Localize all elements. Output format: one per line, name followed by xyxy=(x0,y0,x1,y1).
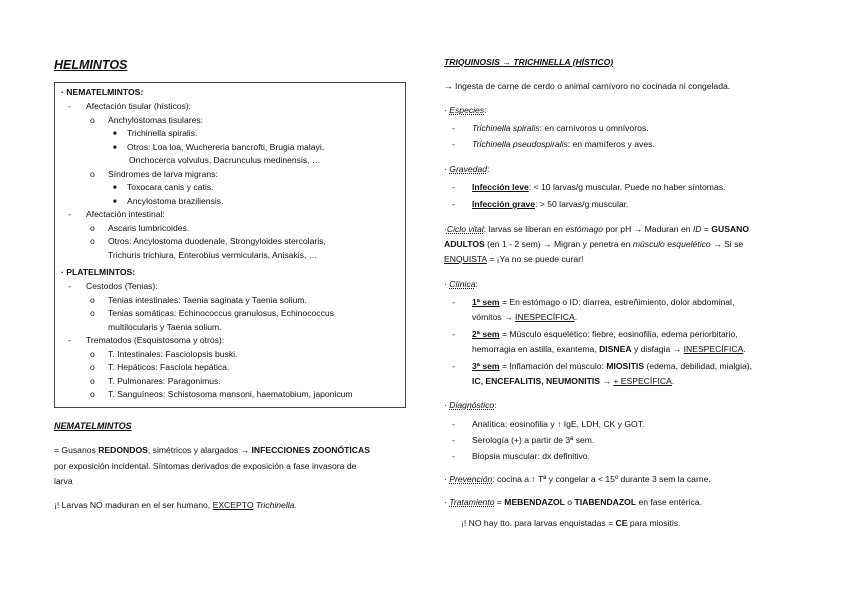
cestodos: - Cestodos (Tenias): xyxy=(68,281,158,291)
infeccion-grave: - Infección grave: > 50 larvas/g muscular. xyxy=(452,199,629,209)
clinica-sem1: - 1ª sem = En estómago o ID: diarrea, estreñimiento, dolor abdominal, xyxy=(452,297,735,307)
trematodos-pulmonares: o T. Pulmonares: Paragonimus. xyxy=(90,376,221,386)
nematelmintos-note: ¡! Larvas NO maduran en el ser humano, EXCEPTO Trichinella. xyxy=(54,500,297,510)
afectacion-intestinal: - Afectación intestinal: xyxy=(68,209,165,219)
trematodos: - Trematodos (Esquistosoma y otros): xyxy=(68,335,225,345)
nematelmintos-definition: = Gusanos REDONDOS, simétricos y alargados → INFECCIONES ZOONÓTICAS xyxy=(54,445,370,455)
clinica-sem2-cont: hemorragia en astilla, exantema, DISNEA y disfagia → INESPECÍFICA. xyxy=(472,344,746,354)
item-toxocara: ■ Toxocara canis y catis. xyxy=(113,182,214,192)
ciclo-vital: ·Ciclo vital: larvas se liberan en estómago por pH → Maduran en ID = GUSANO xyxy=(444,224,750,234)
platelmintos-header: · PLATELMINTOS: xyxy=(61,267,136,277)
trematodos-intestinales: o T. Intestinales: Fasciolopsis buski. xyxy=(90,349,238,359)
item-otros-intestinales-cont: Trichuris trichiura, Enterobius vermicularis, Anisakis, … xyxy=(108,250,318,260)
tratamiento: · Tratamiento = MEBENDAZOL o TIABENDAZOL en fase entérica. xyxy=(444,497,703,507)
tenias-somaticas-cont: multilocularis y Taenia solium. xyxy=(108,322,222,332)
ciclo-vital-2: ADULTOS (en 1 - 2 sem) → Migran y penetra en músculo esquelético → Si se xyxy=(444,239,744,249)
tenias-intestinales: o Tenias intestinales: Taenia saginata y Taenia solium. xyxy=(90,295,307,305)
nematelmintos-definition-3: larva xyxy=(54,476,73,486)
diagnostico-serologia: - Serología (+) a partir de 3ª sem. xyxy=(452,435,595,445)
especie-pseudospiralis: - Trichinella pseudospiralis: en mamíferos y aves. xyxy=(452,139,655,149)
tratamiento-nota: ¡! NO hay tto. para larvas enquistadas = CE para miositis. xyxy=(461,518,681,528)
anchylostomas-tisulares: o Anchylostomas tisulares: xyxy=(90,115,204,125)
sindromes-larva: o Síndromes de larva migrans: xyxy=(90,169,218,179)
item-ancylostoma: ■ Ancylostoma braziliensis. xyxy=(113,196,224,206)
clinica-label: · Clínica: xyxy=(444,279,478,289)
triquinosis-title: TRIQUINOSIS → TRICHINELLA (HÍSTICO) xyxy=(444,57,614,67)
nematelmintos-title: NEMATELMINTOS xyxy=(54,421,132,431)
item-trichinella: ■ Trichinella spiralis. xyxy=(113,128,198,138)
clinica-sem3-cont: IC, ENCEFALITIS, NEUMONITIS → + ESPECÍFICA. xyxy=(472,376,675,386)
diagnostico-analitica: - Analítica: eosinofilia y ↑ IgE, LDH, CK y GOT. xyxy=(452,419,645,429)
ciclo-vital-3: ENQUISTA = ¡Ya no se puede curar! xyxy=(444,254,584,264)
diagnostico-biopsia: - Biopsia muscular: dx definitivo. xyxy=(452,451,590,461)
afectacion-tisular: - Afectación tisular (hísticos): xyxy=(68,101,192,111)
item-otros-tisulares-cont: Onchocerca volvulus, Dacrunculus medinensis, … xyxy=(129,155,321,165)
item-ascaris: o Ascaris lumbricoides. xyxy=(90,223,190,233)
diagnostico-label: · Diagnóstico: xyxy=(444,400,497,410)
nematelmintos-header: · NEMATELMINTOS: xyxy=(61,87,144,97)
nematelmintos-definition-2: por exposición incidental. Síntomas derivados de exposición a fase invasora de xyxy=(54,461,357,471)
gravedad-label: · Gravedad: xyxy=(444,164,490,174)
infeccion-leve: - Infección leve: < 10 larvas/g muscular. Puede no haber síntomas. xyxy=(452,182,726,192)
clinica-sem2: - 2ª sem = Músculo esquelético: fiebre, eosinofilia, edema periorbitario, xyxy=(452,329,738,339)
trematodos-sanguineos: o T. Sanguíneos: Schistosoma mansoni, haematobium, japonicum xyxy=(90,389,353,399)
especies-label: · Especies: xyxy=(444,105,487,115)
item-otros-intestinales: o Otros: Ancylostoma duodenale, Strongyloides stercolaris, xyxy=(90,236,326,246)
item-otros-tisulares: ■ Otros: Loa loa, Wuchereria bancrofti, Brugia malayi, xyxy=(113,142,325,152)
clinica-sem1-cont: vómitos → INESPECÍFICA. xyxy=(472,312,578,322)
tenias-somaticas: o Tenias somáticas: Echinococcus granulosus, Echinococcus xyxy=(90,308,334,318)
ingesta: → Ingesta de carne de cerdo o animal carnívoro no cocinada ni congelada. xyxy=(444,81,731,91)
page-title: HELMINTOS xyxy=(54,58,128,72)
trematodos-hepaticos: o T. Hepáticos: Fasciola hepática. xyxy=(90,362,230,372)
clinica-sem3: - 3ª sem = Inflamación del músculo: MIOSITIS (edema, debilidad, mialgia), xyxy=(452,361,753,371)
especie-spiralis: - Trichinella spiralis: en carnívoros u omnívoros. xyxy=(452,123,649,133)
prevencion: · Prevención: cocina a ↑ Tª y congelar a < 15º durante 3 sem la carne. xyxy=(444,474,711,484)
